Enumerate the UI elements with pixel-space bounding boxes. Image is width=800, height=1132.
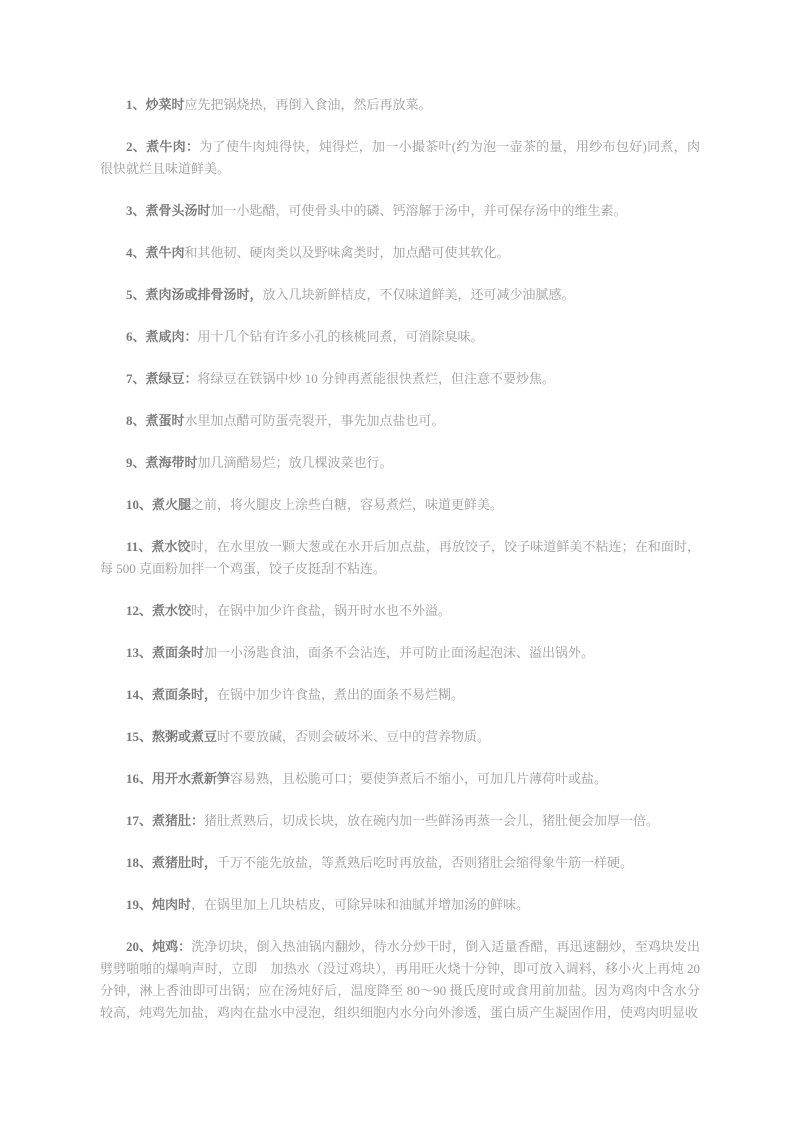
tip-term: 1、炒菜时 — [126, 97, 185, 112]
tip-item — [100, 452, 700, 474]
tip-item — [100, 284, 700, 306]
tip-text: 千万不能先放盐，等煮熟后吃时再放盐，否则猪肚会缩得象牛筋一样硬。 — [217, 855, 634, 870]
tip-item — [100, 242, 700, 264]
tip-term: 17、煮猪肚： — [126, 813, 205, 828]
tip-text: 应先把锅烧热，再倒入食油，然后再放菜。 — [184, 97, 432, 112]
tip-text: 加一小匙醋，可使骨头中的磷、钙溶解于汤中，并可保存汤中的维生素。 — [210, 203, 627, 218]
tip-item — [100, 494, 700, 516]
tip-term: 16、用开水煮新笋 — [126, 771, 231, 786]
tip-item — [100, 200, 700, 222]
tip-text: 用十几个钻有许多小孔的核桃同煮，可消除臭味。 — [197, 329, 484, 344]
tip-item — [100, 726, 700, 748]
tip-item — [100, 600, 700, 622]
tip-text: 为了使牛肉炖得快，炖得烂，加一小撮茶叶(约为泡一壶茶的量，用纱布包好)同煮，肉很快就烂且味道鲜美。 — [100, 139, 700, 176]
tip-item — [100, 936, 700, 1024]
tip-item — [100, 536, 700, 580]
tip-item — [100, 894, 700, 916]
tip-item — [100, 810, 700, 832]
tip-text: 时不要放碱，否则会破坏米、豆中的营养物质。 — [217, 729, 491, 744]
tip-item — [100, 326, 700, 348]
tip-text: 洗净切块，倒入热油锅内翻炒，待水分炒干时，倒入适量香醋，再迅速翻炒，至鸡块发出劈劈啪啪的爆响声时，立即 加热水（没过鸡块），再用旺火烧十分钟，即可放入调料，移小火上再炖 20 分钟，淋上香油即可出锅；应在汤炖好后，温度降至 80～90 摄氏度时或食用前加盐。因为鸡肉中含水分较高，炖鸡先加盐，鸡肉在盐水中浸泡，组织细胞内水分向外渗透，蛋白质产生凝固作用，使鸡肉明显收 — [100, 939, 700, 1020]
tip-term: 3、煮骨头汤时 — [126, 203, 211, 218]
tip-term: 10、煮火腿 — [126, 497, 192, 512]
tip-term: 14、煮面条时， — [126, 687, 218, 702]
tip-item — [100, 368, 700, 390]
tip-term: 6、煮咸肉： — [126, 329, 198, 344]
tip-text: 时，在锅中加少许食盐，锅开时水也不外溢。 — [191, 603, 452, 618]
tip-text: ，在锅里加上几块桔皮，可除异味和油腻并增加汤的鲜味。 — [191, 897, 530, 912]
tip-term: 9、煮海带时 — [126, 455, 198, 470]
tip-item — [100, 94, 700, 116]
tip-item — [100, 410, 700, 432]
tip-text: 加几滴醋易烂；放几棵波菜也行。 — [197, 455, 393, 470]
tip-item — [100, 852, 700, 874]
tip-text: 将绿豆在铁锅中炒 10 分钟再煮能很快煮烂，但注意不要炒焦。 — [197, 371, 556, 386]
tip-item — [100, 136, 700, 180]
tip-term: 2、煮牛肉： — [126, 139, 200, 154]
tip-term: 15、熬粥或煮豆 — [126, 729, 218, 744]
tip-text: 猪肚煮熟后，切成长块，放在碗内加一些鲜汤再蒸一会儿，猪肚便会加厚一倍。 — [204, 813, 660, 828]
tip-text: 容易熟，且松脆可口；要使笋煮后不缩小，可加几片薄荷叶或盐。 — [230, 771, 608, 786]
tip-text: 时，在水里放一颗大葱或在水开后加点盐，再放饺子，饺子味道鲜美不粘连；在和面时，每 500 克面粉加拌一个鸡蛋，饺子皮挺刮不粘连。 — [100, 539, 700, 576]
tip-item — [100, 684, 700, 706]
tip-term: 19、炖肉时 — [126, 897, 192, 912]
tip-term: 7、煮绿豆： — [126, 371, 198, 386]
tip-term: 18、煮猪肚时， — [126, 855, 218, 870]
tip-text: 在锅中加少许食盐，煮出的面条不易烂糊。 — [217, 687, 465, 702]
tip-term: 13、煮面条时 — [126, 645, 205, 660]
tip-item — [100, 642, 700, 664]
document-body — [100, 94, 700, 1024]
tip-text: 加一小汤匙食油，面条不会沾连，并可防止面汤起泡沫、溢出锅外。 — [204, 645, 595, 660]
tip-term: 5、煮肉汤或排骨汤时， — [126, 287, 263, 302]
tip-term: 8、煮蛋时 — [126, 413, 185, 428]
tip-term: 11、煮水饺 — [126, 539, 191, 554]
tip-term: 20、炖鸡： — [126, 939, 192, 954]
tip-term: 12、煮水饺 — [126, 603, 192, 618]
tip-text: 和其他韧、硬肉类以及野味禽类时，加点醋可使其软化。 — [184, 245, 510, 260]
tip-text: 放入几块新鲜桔皮，不仅味道鲜美，还可减少油腻感。 — [262, 287, 575, 302]
tip-text: 水里加点醋可防蛋壳裂开，事先加点盐也可。 — [184, 413, 445, 428]
tip-item — [100, 768, 700, 790]
tip-text: 之前，将火腿皮上涂些白糖，容易煮烂，味道更鲜美。 — [191, 497, 504, 512]
tip-term: 4、煮牛肉 — [126, 245, 185, 260]
